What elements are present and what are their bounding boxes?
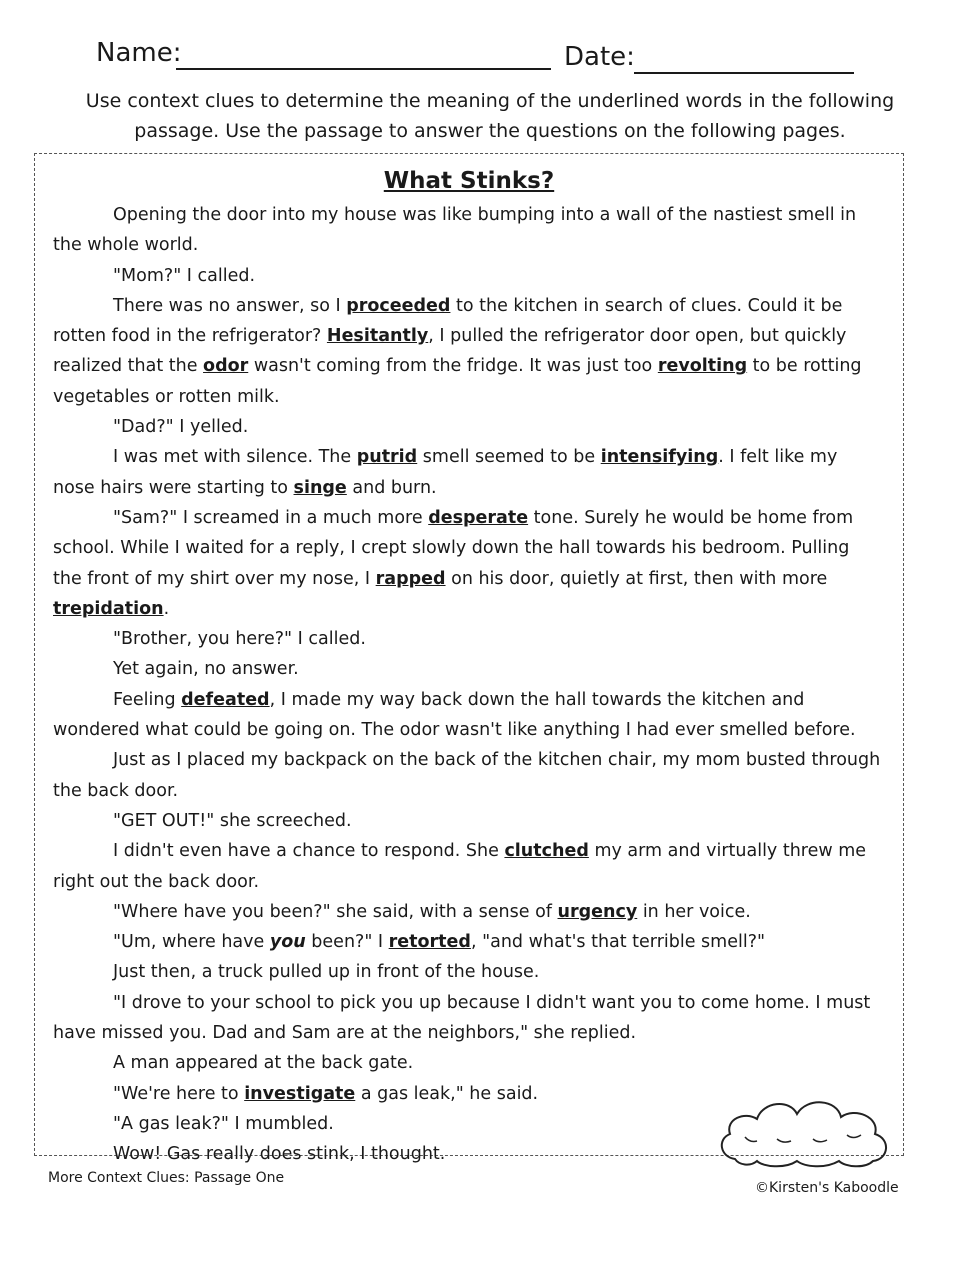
text-run: "Where have you been?" she said, with a sense of xyxy=(113,901,558,922)
text-run: , I pulled the refrigerator door open, but quickly realized that the xyxy=(53,326,847,377)
text-run: Wow! Gas really does stink, I thought. xyxy=(113,1144,446,1165)
paragraph xyxy=(53,988,883,1049)
text-run: to be rotting vegetables or rotten milk. xyxy=(53,356,862,407)
paragraph xyxy=(53,442,883,503)
paragraph xyxy=(53,624,883,654)
passage-body xyxy=(53,200,883,1170)
paragraph xyxy=(53,503,883,624)
vocab-word: odor xyxy=(203,356,249,377)
vocab-word: trepidation xyxy=(53,598,164,619)
paragraph xyxy=(53,1048,883,1078)
paragraph xyxy=(53,927,883,957)
text-run: on his door, quietly at first, then with more xyxy=(445,568,828,589)
text-run: "Dad?" I yelled. xyxy=(113,417,249,438)
paragraph xyxy=(53,685,883,746)
vocab-word: defeated xyxy=(181,689,270,710)
vocab-word: revolting xyxy=(657,356,748,377)
text-run: "Mom?" I called. xyxy=(113,265,256,286)
paragraph xyxy=(53,836,883,897)
text-run: "GET OUT!" she screeched. xyxy=(113,810,352,831)
name-label: Name: xyxy=(96,38,182,68)
text-run: Just then, a truck pulled up in front of the house. xyxy=(113,962,540,983)
text-run: "Brother, you here?" I called. xyxy=(113,629,366,650)
text-run: A man appeared at the back gate. xyxy=(113,1053,414,1074)
paragraph xyxy=(53,897,883,927)
date-label: Date: xyxy=(564,42,635,72)
text-run: been?" I xyxy=(305,932,389,953)
text-run: to the kitchen in search of clues. Could it be rotten food in the refrigerator? xyxy=(53,295,843,347)
text-run: , I made my way back down the hall towards the kitchen and wondered what could be going on. The odor wasn't like anything I had ever smelled before. xyxy=(53,689,856,741)
paragraph xyxy=(53,654,883,684)
paragraph xyxy=(53,745,883,806)
header-row xyxy=(96,38,866,78)
text-run: Opening the door into my house was like bumping into a wall of the nastiest smell in the whole world. xyxy=(53,205,857,256)
instructions: Use context clues to determine the meaning of the underlined words in the following passage. Use the passage to answer the questions on the following pages. xyxy=(85,90,895,142)
text-run: wasn't coming from the fridge. It was just too xyxy=(248,356,658,377)
vocab-word: investigate xyxy=(244,1083,356,1104)
text-run: smell seemed to be xyxy=(417,447,601,468)
vocab-word: putrid xyxy=(356,447,418,468)
text-run: Just as I placed my backpack on the back of the kitchen chair, my mom busted through the back door. xyxy=(53,750,881,801)
passage-box xyxy=(34,153,904,1165)
footer-left: More Context Clues: Passage One xyxy=(48,1170,285,1186)
paragraph xyxy=(53,261,883,291)
date-blank-line[interactable] xyxy=(634,72,854,74)
text-run: "A gas leak?" I mumbled. xyxy=(113,1113,334,1134)
text-run: "Um, where have xyxy=(113,932,270,953)
vocab-word: singe xyxy=(293,477,347,498)
paragraph xyxy=(53,291,883,412)
vocab-word: retorted xyxy=(388,932,471,953)
text-run: . I felt like my nose hairs were starting to xyxy=(53,447,838,498)
text-run: Feeling xyxy=(113,689,182,710)
text-run: "Sam?" I screamed in a much more xyxy=(113,507,429,528)
paragraph xyxy=(53,806,883,836)
text-run: There was no answer, so I xyxy=(113,295,347,316)
paragraph xyxy=(53,412,883,442)
passage-title: What Stinks? xyxy=(383,168,555,194)
text-run: and burn. xyxy=(346,477,437,498)
vocab-word: proceeded xyxy=(346,295,451,316)
vocab-word: Hesitantly xyxy=(326,326,429,347)
text-run: Yet again, no answer. xyxy=(113,659,299,680)
text-run: tone. Surely he would be home from school. While I waited for a reply, I crept slowly down the hall towards his bedroom. Pulling the front of my shirt over my nose, I xyxy=(53,507,854,589)
paragraph xyxy=(53,200,883,261)
vocab-word: clutched xyxy=(504,841,589,862)
vocab-word: intensifying xyxy=(600,447,719,468)
name-blank-line[interactable] xyxy=(176,68,551,70)
text-run: "I drove to your school to pick you up because I didn't want you to come home. I must have missed you. Dad and Sam are at the neighbors," she replied. xyxy=(53,992,871,1044)
emphasis-word: you xyxy=(269,932,306,953)
cloud-icon xyxy=(715,1089,895,1169)
text-run: "We're here to xyxy=(113,1083,245,1104)
text-run: a gas leak," he said. xyxy=(355,1083,539,1104)
vocab-word: rapped xyxy=(375,568,446,589)
vocab-word: desperate xyxy=(428,507,529,528)
footer-right: ©Kirsten's Kaboodle xyxy=(755,1180,899,1196)
text-run: , "and what's that terrible smell?" xyxy=(470,932,766,953)
paragraph xyxy=(53,957,883,987)
text-run: . xyxy=(163,598,170,619)
text-run: I didn't even have a chance to respond. She xyxy=(113,841,505,862)
text-run: my arm and virtually threw me right out the back door. xyxy=(53,841,867,892)
text-run: I was met with silence. The xyxy=(113,447,357,468)
vocab-word: urgency xyxy=(557,901,638,922)
text-run: in her voice. xyxy=(637,901,751,922)
